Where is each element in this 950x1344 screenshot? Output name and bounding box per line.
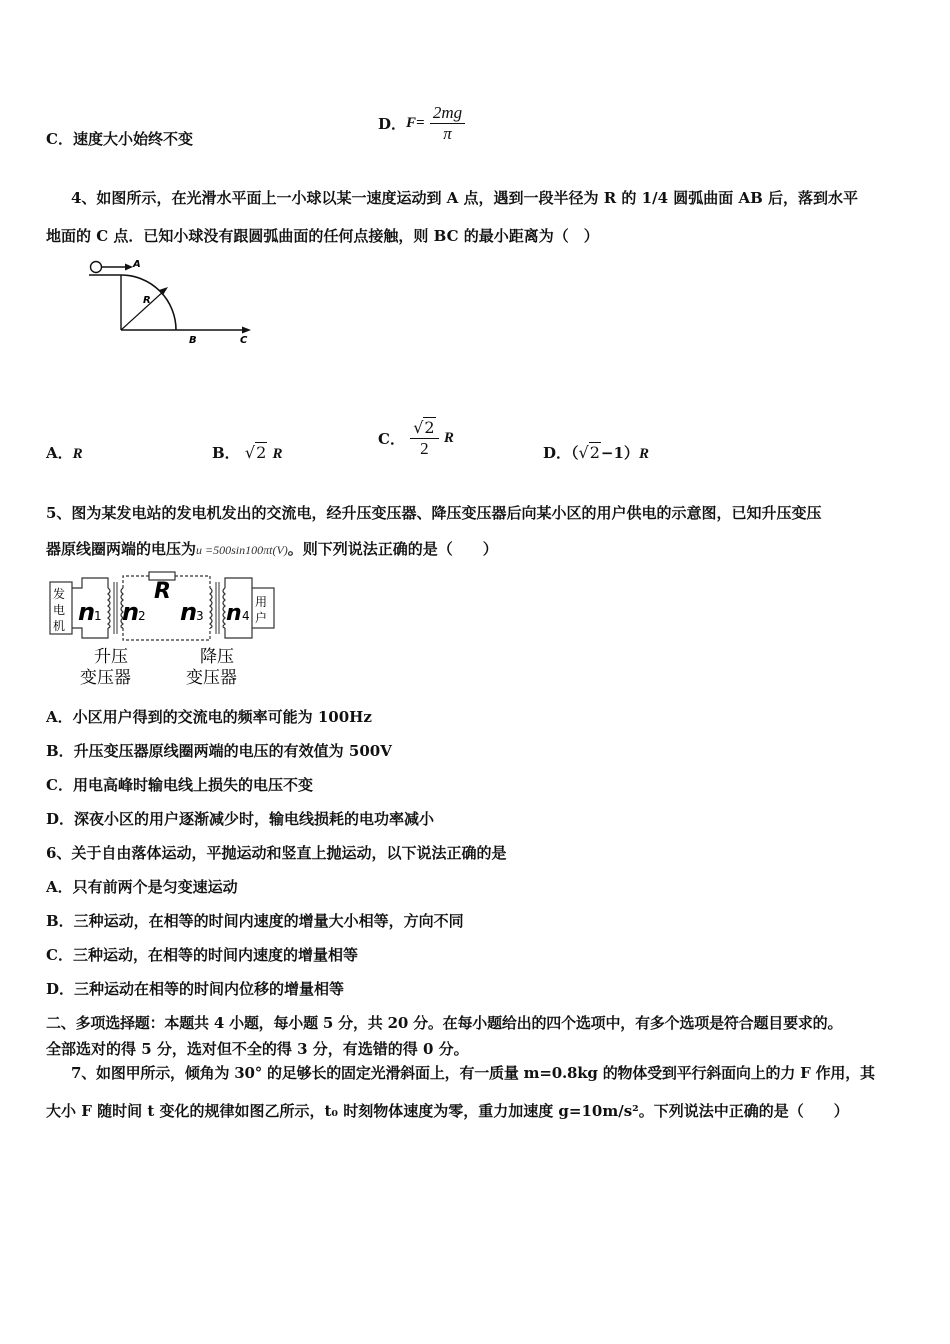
q5-stem-line1: 5、图为某发电站的发电机发出的交流电，经升压变压器、降压变压器后向某小区的用户供电的示意图，已知升压变压 — [46, 504, 822, 522]
q4-option-b — [212, 442, 283, 463]
primary-loop-top — [72, 578, 108, 588]
q4-option-a-letter: A． — [46, 444, 73, 462]
q4-option-c — [378, 418, 454, 459]
sqrt-icon: √2 — [578, 443, 600, 462]
q4-option-a — [46, 442, 83, 463]
q3-option-c — [46, 128, 193, 149]
transmission-line-bottom — [123, 628, 210, 640]
label-n4: n — [226, 601, 242, 626]
q4-option-c-var: R — [443, 430, 454, 446]
label-n1-sub: 1 — [94, 609, 102, 623]
q5-option-b: B．升压变压器原线圈两端的电压的有效值为 500V — [46, 742, 392, 760]
caption-step-down-1: 降压 — [200, 647, 234, 667]
label-c: C — [240, 335, 248, 346]
q4-option-b-var: R — [272, 446, 283, 462]
q7-stem-line1: 7、如图甲所示，倾角为 30° 的足够长的固定光滑斜面上，有一质量 m=0.8kg 的物体受到平行斜面向上的力 F 作用，其 — [71, 1064, 875, 1082]
q6-option-b: B．三种运动，在相等的时间内速度的增量大小相等，方向不同 — [46, 912, 464, 930]
label-b: B — [189, 335, 197, 346]
q4-option-c-fraction — [410, 418, 438, 459]
q4-option-d-var: R — [638, 446, 649, 462]
caption-step-up-1: 升压 — [94, 647, 128, 667]
user-char-2: 户 — [255, 611, 268, 625]
q4-option-a-expr: R — [72, 446, 83, 462]
q6-option-c: C．三种运动，在相等的时间内速度的增量相等 — [46, 946, 358, 964]
q3-option-c-letter: C． — [46, 130, 73, 148]
label-a: A — [133, 259, 141, 270]
sqrt-icon: √2 — [413, 418, 435, 437]
velocity-arrowhead-icon — [125, 264, 133, 271]
q3-option-d-fraction — [430, 103, 465, 144]
transmission-line-top-left — [123, 576, 149, 588]
label-r: R — [154, 579, 171, 604]
label-n1: n — [78, 598, 96, 626]
caption-step-up-2: 变压器 — [80, 668, 131, 688]
label-n2-sub: 2 — [138, 609, 146, 623]
generator-char-1: 发 — [53, 587, 66, 601]
fraction-numerator: 2mg — [430, 103, 465, 124]
q5-voltage-formula: u =500sin100πt(V) — [196, 543, 288, 557]
q6-option-d: D．三种运动在相等的时间内位移的增量相等 — [46, 980, 345, 998]
generator-char-3: 机 — [53, 619, 66, 633]
fraction-denominator: π — [443, 124, 452, 143]
q3-option-d-letter: D． — [378, 115, 407, 133]
q4-stem-line1: 4、如图所示，在光滑水平面上一小球以某一速度运动到 A 点，遇到一段半径为 R 的 1/4 圆弧曲面 AB 后，落到水平 — [71, 189, 858, 207]
label-r: R — [143, 295, 151, 306]
radicand: 2 — [424, 418, 435, 437]
label-n3-sub: 3 — [196, 609, 204, 623]
q5-stem-pre: 器原线圈两端的电压为 — [46, 540, 197, 558]
sqrt-icon: √2 — [244, 443, 267, 462]
label-n4-sub: 4 — [242, 609, 250, 623]
section2-heading-line2: 全部选对的得 5 分，选对但不全的得 3 分，有选错的得 0 分。 — [46, 1040, 469, 1058]
ground-arrowhead-icon — [242, 327, 251, 334]
section2-heading-line1: 二、多项选择题：本题共 4 小题，每小题 5 分，共 20 分。在每小题给出的四个选项中，有多个选项是符合题目要求的。 — [46, 1014, 843, 1032]
user-loop-bottom — [225, 628, 252, 638]
step-down-primary-coil — [210, 588, 212, 628]
q3-option-c-text: 速度大小始终不变 — [72, 130, 193, 148]
radicand: 2 — [256, 443, 267, 462]
q3-option-d — [378, 103, 465, 144]
generator-char-2: 电 — [53, 603, 66, 617]
q5-stem-post: 。则下列说法正确的是（ ） — [287, 540, 498, 558]
q6-stem: 6、关于自由落体运动，平抛运动和竖直上抛运动，以下说法正确的是 — [46, 844, 507, 862]
q4-option-d — [543, 442, 649, 463]
q4-option-d-open: （ — [571, 444, 579, 462]
q7-stem-line2: 大小 F 随时间 t 变化的规律如图乙所示，t₀ 时刻物体速度为零，重力加速度 g=10m/s²。下列说法中正确的是（ ） — [46, 1102, 849, 1120]
q4-arc-figure — [85, 255, 265, 350]
q4-option-c-letter: C． — [378, 430, 405, 448]
radicand: 2 — [589, 443, 600, 462]
user-char-1: 用 — [255, 595, 268, 609]
transmission-line-top-right — [175, 576, 210, 588]
q5-option-a: A．小区用户得到的交流电的频率可能为 100Hz — [46, 708, 372, 726]
q4-option-d-letter: D． — [543, 444, 572, 462]
q4-option-d-rest: −1） — [600, 444, 639, 462]
fraction-denominator: 2 — [420, 439, 429, 458]
label-n2: n — [122, 598, 140, 626]
step-down-secondary-coil — [223, 588, 225, 628]
q4-option-b-letter: B． — [212, 444, 240, 462]
ball-icon — [91, 262, 102, 273]
fraction-numerator — [410, 418, 438, 439]
caption-step-down-2: 变压器 — [186, 668, 237, 688]
q5-option-c: C．用电高峰时输电线上损失的电压不变 — [46, 776, 313, 794]
q6-option-a: A．只有前两个是匀变速运动 — [46, 878, 238, 896]
step-up-primary-coil — [108, 588, 110, 628]
q4-stem-line2: 地面的 C 点．已知小球没有跟圆弧曲面的任何点接触，则 BC 的最小距离为（ ） — [46, 227, 599, 245]
q3-option-d-prefix: F= — [406, 115, 425, 131]
q5-transformer-diagram — [44, 568, 284, 690]
primary-loop-bottom — [72, 628, 108, 638]
q5-option-d: D．深夜小区的用户逐渐减少时，输电线损耗的电功率减小 — [46, 810, 435, 828]
label-n3: n — [180, 598, 198, 626]
user-loop-top — [225, 578, 252, 588]
q5-stem-line2 — [46, 538, 498, 559]
